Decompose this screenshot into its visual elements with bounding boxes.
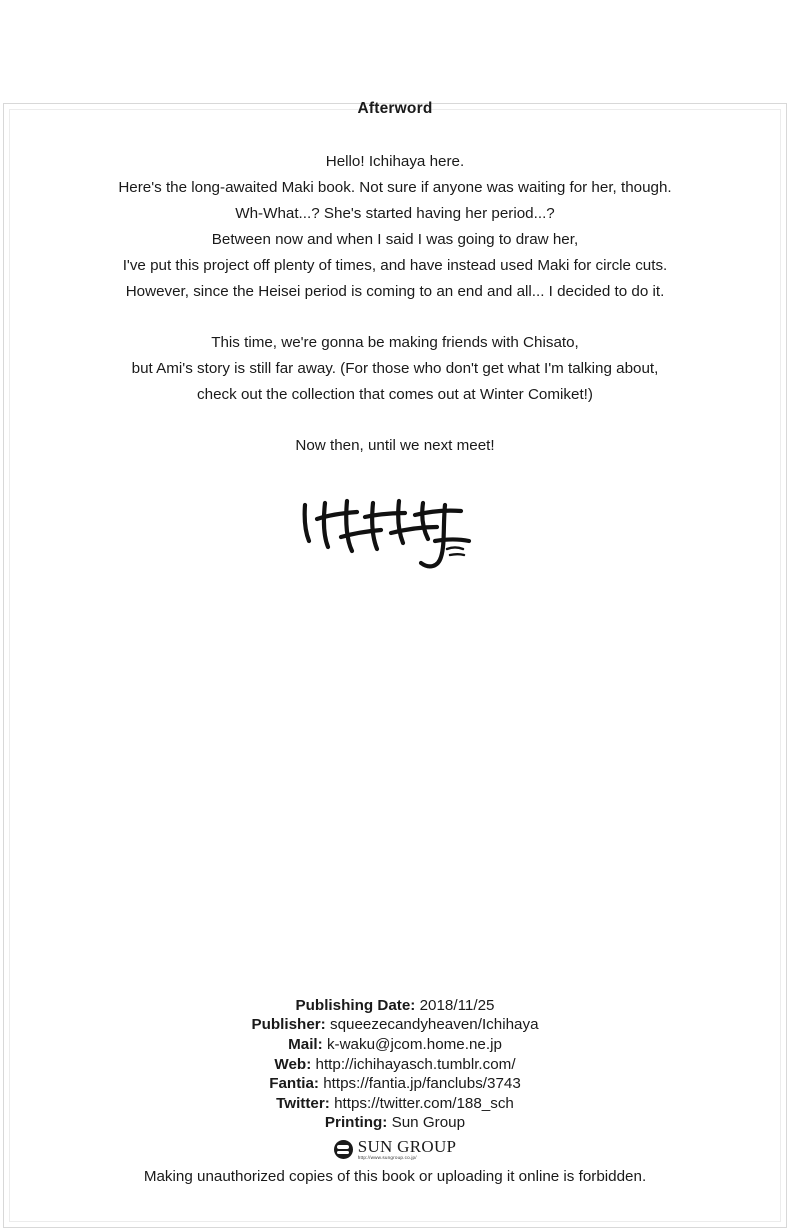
paragraph-spacer — [40, 408, 750, 433]
colophon-row — [0, 1094, 790, 1114]
paragraph-spacer — [40, 305, 750, 330]
colophon-value: squeezecandyheaven/Ichihaya — [329, 1016, 539, 1034]
copyright-notice: Making unauthorized copies of this book or uploading it online is forbidden. — [143, 1168, 647, 1185]
colophon-row — [0, 1055, 790, 1075]
printer-logo — [0, 1138, 790, 1161]
colophon-value[interactable]: http://ichihayasch.tumblr.com/ — [315, 1055, 516, 1073]
sun-logo-name: SUN GROUP — [357, 1136, 457, 1156]
afterword-line: However, since the Heisei period is coming to an end and all... I decided to do it. — [125, 283, 665, 300]
afterword-line: I've put this project off plenty of times, and have instead used Maki for circle cuts. — [122, 257, 668, 274]
page — [0, 100, 790, 1231]
colophon-value[interactable]: https://fantia.jp/fanclubs/3743 — [323, 1075, 521, 1093]
colophon-value: 2018/11/25 — [419, 996, 495, 1014]
afterword-line: Now then, until we next meet! — [295, 437, 495, 454]
colophon-label: Web: — [274, 1055, 312, 1073]
afterword-paragraph-1 — [40, 149, 750, 305]
afterword-heading: Afterword — [357, 100, 433, 117]
colophon-row — [0, 1035, 790, 1055]
sun-logo-icon — [334, 1140, 353, 1159]
colophon-value: k-waku@jcom.home.ne.jp — [326, 1035, 502, 1053]
colophon-label: Publishing Date: — [295, 996, 416, 1014]
afterword-line: Wh-What...? She's started having her period...? — [235, 205, 555, 222]
colophon-label: Fantia: — [269, 1075, 319, 1093]
sun-logo-text — [358, 1138, 457, 1161]
signature — [40, 497, 750, 577]
afterword-paragraph-3 — [40, 433, 750, 459]
afterword-line: Here's the long-awaited Maki book. Not sure if anyone was waiting for her, though. — [118, 179, 672, 196]
colophon-row — [0, 1015, 790, 1035]
afterword-line: but Ami's story is still far away. (For those who don't get what I'm talking about, — [131, 360, 659, 377]
handwritten-signature-icon — [295, 497, 495, 573]
colophon-label: Printing: — [324, 1114, 388, 1132]
colophon-value: Sun Group — [391, 1114, 466, 1132]
afterword-line: This time, we're gonna be making friends with Chisato, — [211, 334, 579, 351]
page-content — [0, 100, 790, 1231]
sun-logo-url: http://www.sungroup.co.jp/ — [357, 1155, 417, 1161]
colophon-label: Twitter: — [276, 1094, 330, 1112]
colophon-row — [0, 1113, 790, 1133]
afterword-line: Hello! Ichihaya here. — [325, 153, 465, 170]
colophon — [0, 996, 790, 1185]
colophon-value[interactable]: https://twitter.com/188_sch — [334, 1094, 514, 1112]
colophon-row — [0, 1074, 790, 1094]
colophon-label: Publisher: — [251, 1016, 326, 1034]
colophon-label: Mail: — [288, 1035, 323, 1053]
colophon-row — [0, 996, 790, 1016]
afterword-line: check out the collection that comes out at Winter Comiket!) — [197, 386, 593, 403]
afterword-paragraph-2 — [40, 330, 750, 408]
afterword-line: Between now and when I said I was going to draw her, — [211, 231, 579, 248]
sun-group-logo — [334, 1138, 457, 1161]
